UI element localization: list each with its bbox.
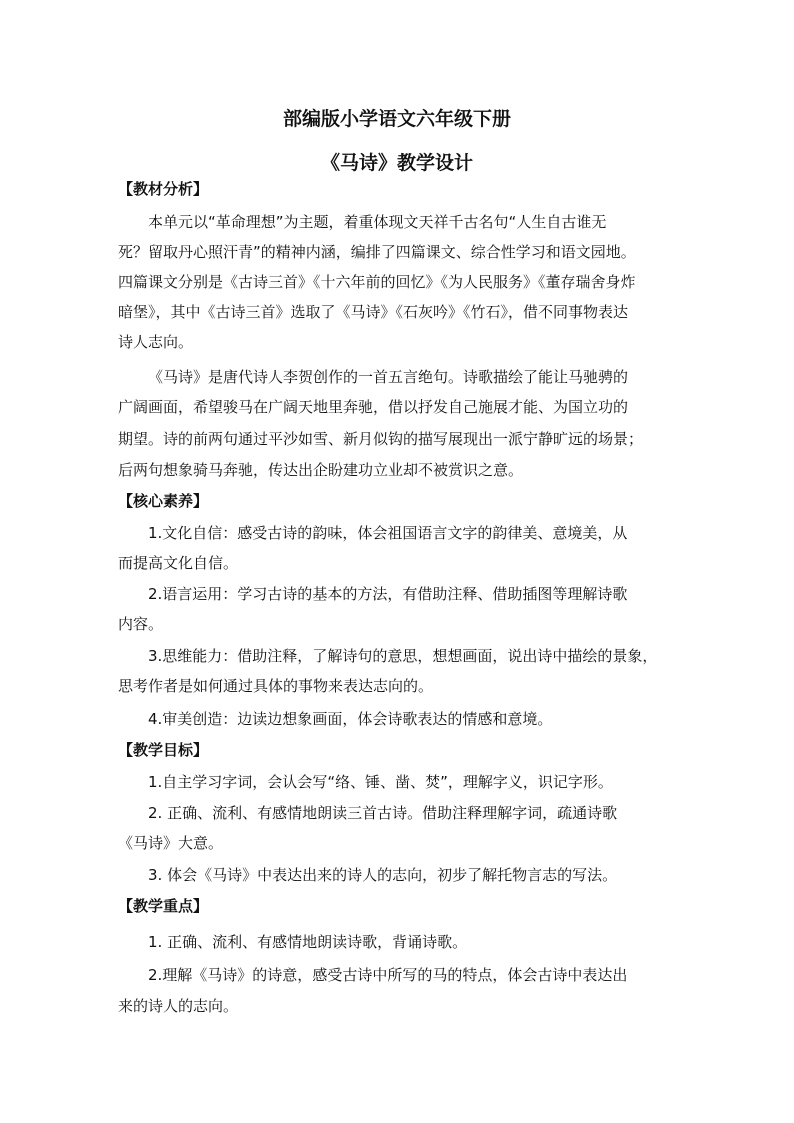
paragraph-line: 四篇课文分别是《古诗三首》《十六年前的回忆》《为人民服务》《董存瑞舍身炸 xyxy=(118,273,636,291)
list-item-line: 1. 正确、流利、有感情地朗读诗歌，背诵诗歌。 xyxy=(148,933,468,951)
list-item-line: 2.理解《马诗》的诗意，感受古诗中所写的马的特点，体会古诗中表达出 xyxy=(148,966,628,984)
paragraph-line: 死？留取丹心照汗青”的精神内涵，编排了四篇课文、综合性学习和语文园地。 xyxy=(118,243,636,261)
section-heading-analysis: 【教材分析】 xyxy=(118,180,209,198)
section-heading-literacy: 【核心素养】 xyxy=(118,492,209,510)
paragraph-line: 诗人志向。 xyxy=(118,333,194,351)
paragraph-line: 期望。诗的前两句通过平沙如雪、新月似钩的描写展现出一派宁静旷远的场景； xyxy=(118,430,644,448)
document-subtitle: 《马诗》教学设计 xyxy=(320,152,473,174)
paragraph-line: 《马诗》是唐代诗人李贺创作的一首五言绝句。诗歌描绘了能让马驰骋的 xyxy=(148,368,629,386)
list-item-line: 3. 体会《马诗》中表达出来的诗人的志向，初步了解托物言志的写法。 xyxy=(148,866,618,884)
list-item-line: 2.语言运用：学习古诗的基本的方法，有借助注释、借助插图等理解诗歌 xyxy=(148,585,628,603)
list-item-line: 内容。 xyxy=(118,615,164,633)
list-item-line: 思考作者是如何通过具体的事物来表达志向的。 xyxy=(118,677,434,695)
list-item-line: 2. 正确、流利、有感情地朗读三首古诗。借助注释理解字词，疏通诗歌 xyxy=(148,804,618,822)
list-item-line: 而提高文化自信。 xyxy=(118,554,239,572)
paragraph-line: 暗堡》，其中《古诗三首》选取了《马诗》《石灰吟》《竹石》，借不同事物表达 xyxy=(118,303,629,321)
list-item-line: 3.思维能力：借助注释，了解诗句的意思，想想画面，说出诗中描绘的景象， xyxy=(148,647,658,665)
list-item-line: 来的诗人的志向。 xyxy=(118,997,239,1015)
section-heading-goals: 【教学目标】 xyxy=(118,741,209,759)
list-item-line: 1.自主学习字词，会认会写“络、锤、凿、焚”，理解字义，识记字形。 xyxy=(148,773,613,791)
list-item-line: 《马诗》大意。 xyxy=(118,834,224,852)
paragraph-line: 本单元以“革命理想”为主题，着重体现文天祥千古名句“人生自古谁无 xyxy=(148,213,607,231)
list-item-line: 4.审美创造：边读边想象画面，体会诗歌表达的情感和意境。 xyxy=(148,710,553,728)
paragraph-line: 广阔画面，希望骏马在广阔天地里奔驰，借以抒发自己施展才能、为国立功的 xyxy=(118,398,629,416)
section-heading-keypoints: 【教学重点】 xyxy=(118,897,209,915)
document-title: 部编版小学语文六年级下册 xyxy=(282,108,511,130)
list-item-line: 1.文化自信：感受古诗的韵味，体会祖国语言文字的韵律美、意境美，从 xyxy=(148,524,628,542)
paragraph-line: 后两句想象骑马奔驰，传达出企盼建功立业却不被赏识之意。 xyxy=(118,461,524,479)
